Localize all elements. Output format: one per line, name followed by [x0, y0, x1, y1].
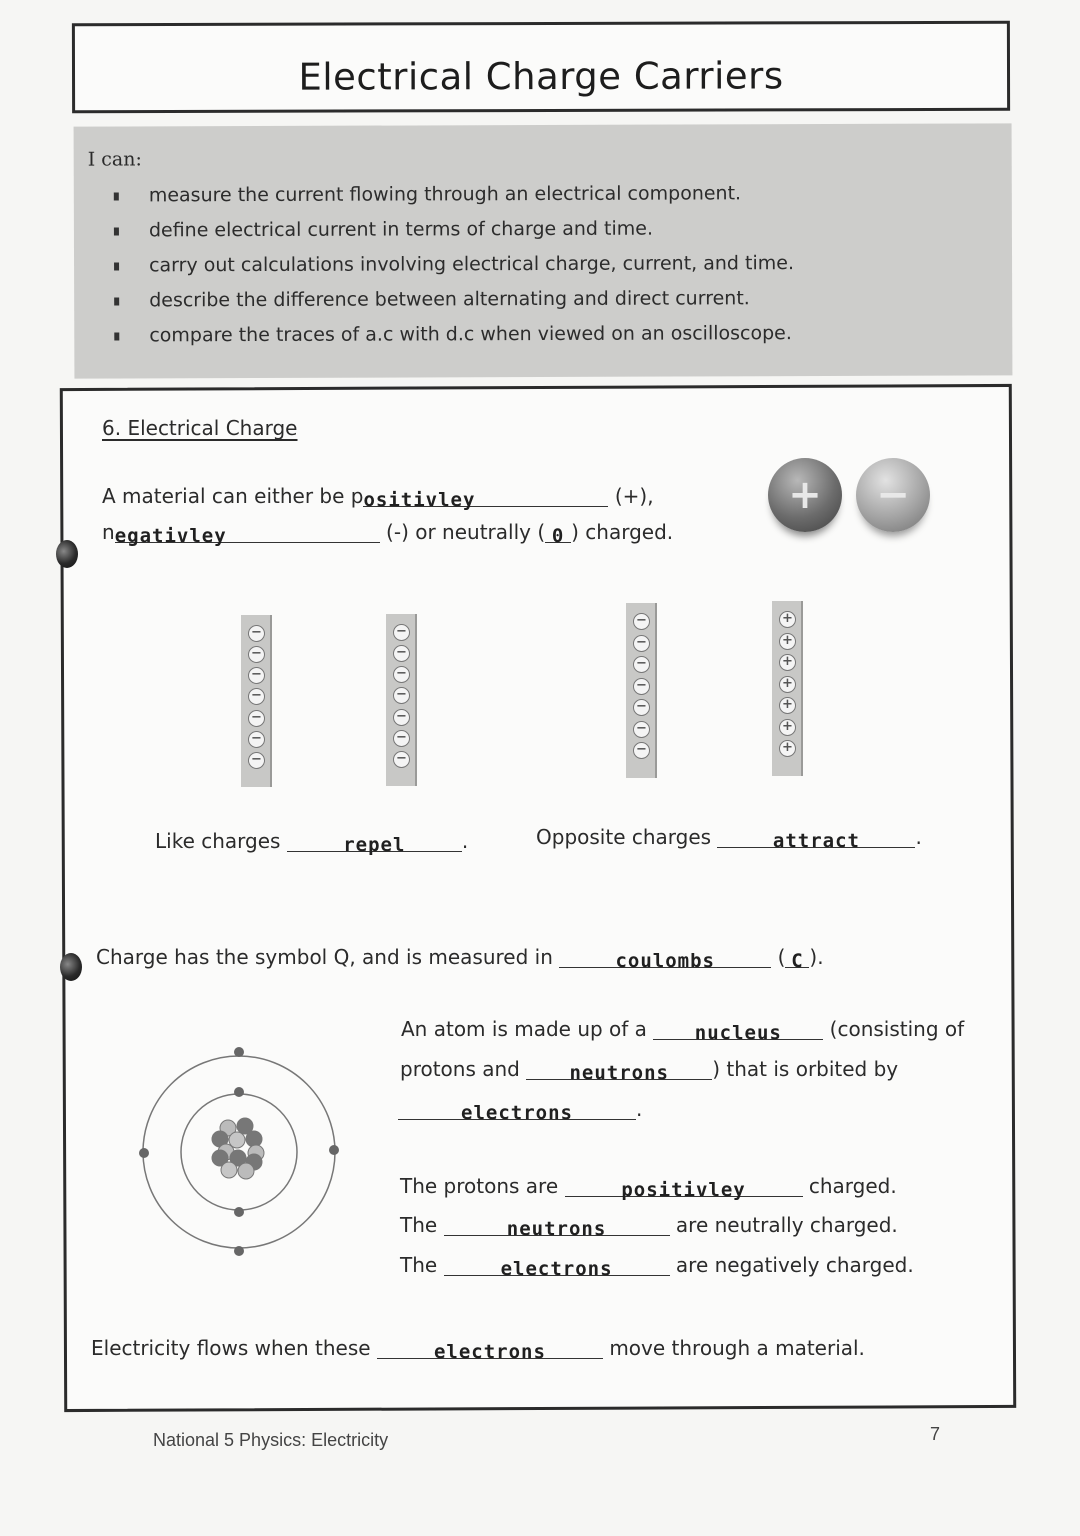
rod-negative-1	[241, 615, 272, 787]
punch-hole-icon	[60, 953, 82, 981]
charge-unit-answer-field[interactable]: coulombs	[559, 945, 771, 968]
electrons-answer-field[interactable]: electrons	[398, 1097, 636, 1120]
bullet-icon	[114, 227, 119, 235]
objective-item: define electrical current in terms of charge and time.	[114, 211, 794, 248]
objective-item: compare the traces of a.c with d.c when viewed on an oscilloscope.	[114, 316, 794, 353]
positive-charge-icon: +	[779, 740, 796, 757]
negative-charge-icon: −	[248, 688, 265, 705]
protons-line: The protons are positivley charged.	[400, 1174, 897, 1201]
negative-answer-field[interactable]: egativley	[115, 520, 380, 543]
electricity-flow-line: Electricity flows when these electrons move through a material.	[91, 1336, 865, 1363]
positive-charge-icon: +	[779, 719, 796, 736]
bullet-icon	[114, 297, 119, 305]
positive-charge-icon: +	[779, 697, 796, 714]
objective-item: carry out calculations involving electrical charge, current, and time.	[114, 246, 794, 283]
negative-charge-icon: −	[393, 624, 410, 641]
negative-charge-icon: −	[393, 730, 410, 747]
protons-answer-field[interactable]: positivley	[565, 1174, 803, 1197]
punch-hole-icon	[56, 540, 78, 568]
page-title: Electrical Charge Carriers	[298, 54, 784, 99]
electrons-charge-answer-field[interactable]: electrons	[444, 1253, 670, 1276]
positive-charge-icon: +	[779, 676, 796, 693]
rod-positive	[772, 601, 803, 776]
section-title: 6. Electrical Charge	[102, 416, 298, 440]
negative-charge-icon: −	[633, 613, 650, 630]
atom-line1: An atom is made up of a nucleus (consisting of	[401, 1017, 965, 1044]
atom-line2: protons and neutrons ) that is orbited by	[400, 1057, 899, 1084]
positive-charge-icon: +	[779, 611, 796, 628]
bullet-icon	[114, 192, 119, 200]
page-number: 7	[930, 1424, 941, 1444]
negative-charge-icon: −	[248, 752, 265, 769]
negative-charge-icon: −	[633, 656, 650, 673]
like-charges-answer-field[interactable]: repel	[287, 829, 462, 852]
objectives-label: I can:	[87, 148, 142, 171]
q1-line2: negativley (-) or neutrally ( 0 ) charged.	[102, 520, 674, 547]
bullet-icon	[114, 262, 119, 270]
objective-item: measure the current flowing through an electrical component.	[114, 176, 794, 213]
positive-charge-ball-icon: +	[768, 458, 842, 532]
negative-charge-icon: −	[248, 646, 265, 663]
nucleus-answer-field[interactable]: nucleus	[653, 1017, 823, 1040]
negative-charge-icon: −	[248, 731, 265, 748]
negative-charge-icon: −	[393, 687, 410, 704]
charge-symbol-answer-field[interactable]: C	[785, 945, 809, 968]
negative-charge-icon: −	[393, 666, 410, 683]
atom-line3: electrons .	[398, 1097, 642, 1121]
like-charges-line: Like charges repel .	[155, 829, 469, 856]
neutrons-answer-field[interactable]: neutrons	[526, 1057, 712, 1080]
charge-unit-line: Charge has the symbol Q, and is measured in coulombs ( C ).	[96, 945, 824, 972]
negative-charge-ball-icon: −	[856, 458, 930, 532]
rod-negative-2	[386, 614, 417, 786]
title-box	[72, 21, 1010, 113]
neutral-answer-field[interactable]: 0	[545, 520, 571, 543]
atom-diagram-icon	[130, 1040, 350, 1265]
electricity-flow-answer-field[interactable]: electrons	[377, 1336, 603, 1359]
negative-charge-icon: −	[633, 635, 650, 652]
negative-charge-icon: −	[248, 710, 265, 727]
opposite-charges-answer-field[interactable]: attract	[717, 825, 915, 848]
negative-charge-icon: −	[393, 751, 410, 768]
negative-charge-icon: −	[393, 709, 410, 726]
opposite-charges-line: Opposite charges attract .	[536, 825, 922, 852]
rod-negative-3	[626, 603, 657, 778]
positive-charge-icon: +	[779, 654, 796, 671]
objectives-box	[74, 123, 1013, 378]
positive-charge-icon: +	[779, 633, 796, 650]
positive-answer-field[interactable]: ositivley	[363, 484, 608, 507]
negative-charge-icon: −	[633, 742, 650, 759]
negative-charge-icon: −	[393, 645, 410, 662]
q1-line1: A material can either be positivley (+),	[102, 484, 654, 511]
neutrons-charge-answer-field[interactable]: neutrons	[444, 1213, 670, 1236]
bullet-icon	[114, 332, 119, 340]
objectives-list	[114, 176, 795, 353]
negative-charge-icon: −	[248, 667, 265, 684]
objective-item: describe the difference between alternating and direct current.	[114, 281, 794, 318]
negative-charge-icon: −	[633, 678, 650, 695]
footer-course: National 5 Physics: Electricity	[153, 1430, 389, 1450]
negative-charge-icon: −	[633, 721, 650, 738]
negative-charge-icon: −	[248, 625, 265, 642]
electrons-line: The electrons are negatively charged.	[400, 1253, 914, 1280]
negative-charge-icon: −	[633, 699, 650, 716]
neutrons-line: The neutrons are neutrally charged.	[400, 1213, 898, 1240]
